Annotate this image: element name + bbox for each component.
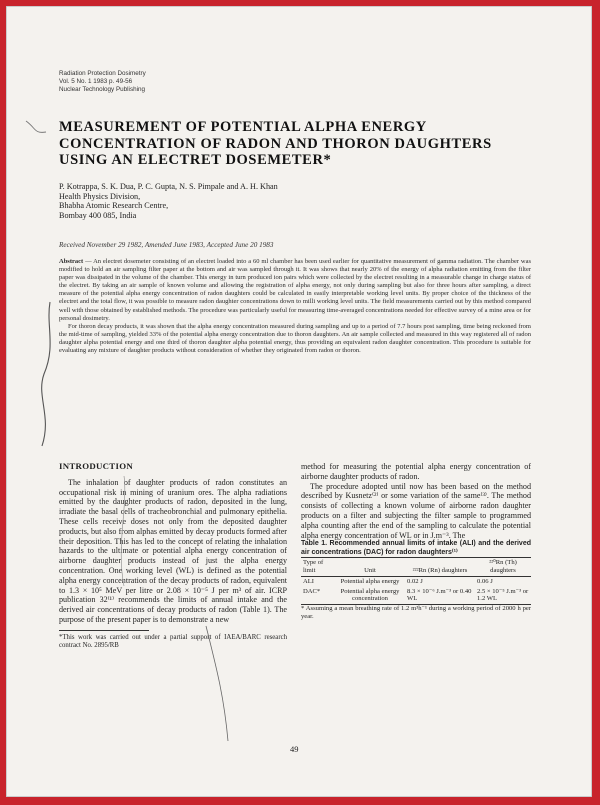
- scanned-page: [6, 6, 592, 797]
- body-paragraph: The inhalation of daughter products of radon constitutes an occupational risk in mining of uranium ores. The alpha radiations emitted by the daughter products of radon, deposited in the lung, irradiate the basal cells of tracheobronchial and pulmonary epithelia. These cells receive doses not only from the deposited daughter products, but also from alphas emitted by decay products formed after their deposition. This has led to the concept of relating the inhalation hazards to the ultimate or potential alpha energy concentration of airborne daughter products instead of just the alpha energy concentration. One working level (WL) is defined as the potential alpha energy concentration of the decay products of radon, equivalent to 1.3 × 10⁵ MeV per litre or 2.08 × 10⁻⁵ J per m³ of air. ICRP publication 32⁽¹⁾ recommends the limits of annual intake and the derived air concentrations of decay products of radon (Table 1). The purpose of the present paper is to demonstrate a new: [59, 477, 287, 624]
- abstract-paragraph: [59, 258, 531, 323]
- paper-title: MEASUREMENT OF POTENTIAL ALPHA ENERGY CONCENTRATION OF RADON AND THORON DAUGHTERS USING AN ELECTRET DOSEMETER*: [59, 119, 492, 168]
- section-heading: INTRODUCTION: [59, 461, 133, 471]
- page-number: 49: [290, 744, 299, 754]
- tear-line: [26, 121, 46, 132]
- table-header-cell: Unit: [335, 558, 405, 577]
- body-paragraph: method for measuring the potential alpha energy concentration of airborne daughter products of radon.: [301, 462, 531, 481]
- right-column: [301, 462, 531, 621]
- received-dates: Received November 29 1982, Amended June 1983, Accepted June 20 1983: [59, 241, 274, 249]
- table-cell: Potential alpha energy: [340, 577, 400, 585]
- table-cell: 0.02 J: [407, 577, 423, 585]
- limits-table: [301, 557, 531, 605]
- affiliation-line: Bombay 400 085, India: [59, 210, 137, 220]
- footnote: *This work was carried out under a partial support of IAEA/BARC research contract No. 2895/RB: [59, 633, 287, 649]
- table-footnote: * Assuming a mean breathing rate of 1.2 m³h⁻¹ during a working period of 2000 h per year.: [301, 605, 531, 621]
- table-cell: Potential alpha energy concentration: [335, 587, 405, 605]
- abstract-paragraph: For thoron decay products, it was shown that the alpha energy concentration measured during sampling and up to a period of 7.7 hours post sampling, time being reckoned from the mid-time of sampling, yielded 33% of the potential alpha energy concentration due to thoron daughters. An air sample collected and measured in this way registered all of radon daughter alpha potential energy and one third of thoron daughter alpha potential energy, thus providing an equivalent radon daughter concentration. This procedure is suitable for evaluating any mixture of daughter products without consideration of whether they originated from radon or thoron.: [59, 322, 531, 355]
- table-header-cell: ²²⁰Rn (Th) daughters: [475, 558, 531, 577]
- journal-name: Radiation Protection Dosimetry: [59, 70, 146, 77]
- table-caption: Table 1. Recommended annual limits of intake (ALI) and the derived air concentrations (DAC) for radon daughters⁽¹⁾: [301, 540, 531, 556]
- affiliation-line: Health Physics Division,: [59, 191, 141, 201]
- affiliation-line: Bhabha Atomic Research Centre,: [59, 201, 169, 211]
- tear-line: [42, 302, 50, 446]
- table-cell: ALI: [303, 577, 314, 585]
- journal-volume: Vol. 5 No. 1 1983 p. 49-56: [59, 78, 133, 85]
- body-paragraph: The procedure adopted until now has been based on the method described by Kusnetz⁽²⁾ or some variation of the same⁽³⁾. The method consists of collecting a known volume of airborne radon daughter products on a filter and subjecting the filter sample to programmed alpha counting after the end of the sampling to calculate the potential alpha energy concentration of WL or in J.m⁻³. The: [301, 481, 531, 540]
- table-cell: 8.3 × 10⁻⁶ J.m⁻³ or 0.40 WL: [405, 587, 475, 605]
- footnote-rule: [59, 630, 149, 631]
- author-names: P. Kotrappa, S. K. Dua, P. C. Gupta, N. S. Pimpale and A. H. Khan: [59, 182, 278, 191]
- table-cell: 0.06 J: [477, 577, 493, 585]
- left-column: [59, 462, 287, 650]
- journal-publisher: Nuclear Technology Publishing: [59, 86, 145, 93]
- table-row: [301, 587, 531, 605]
- journal-info: [59, 70, 146, 94]
- table-header-row: [301, 558, 531, 577]
- abstract: [59, 258, 531, 355]
- abstract-label: Abstract: [59, 258, 84, 265]
- table-cell: 2.5 × 10⁻⁵ J.m⁻³ or 1.2 WL: [475, 587, 531, 605]
- abstract-text: — An electret dosemeter consisting of an electret loaded into a 60 ml chamber has been used earlier for quantitative measurement of gamma radiation. The chamber was modified to hold an air sampling filter paper at the bottom and air was sampled through it. It was shows that nearly 20% of the energy of alpha radiation emitting from the filter paper was dissipated in the volume of the chamber. This energy in turn produced ion pairs which were collected by the electret resulting in a measurable change in charge status of the electret. By taking an air sample of known volume and allowing the registration of alpha energy, not only during sampling but also for three hours after sampling, a direct measure of the potential alpha energy concentration of radon daughters could be calculated in easily interpretable working level units. By proper choice of the thickness of the electret and the total flow, it was possible to measure radon daughter concentrations down to milli working level units. The field measurements carried out by this method compared well with those obtained by established methods. The procedure was particularly useful for measuring time-averaged concentrations needed for effective survey of a mine area or for personal dosimetry.: [59, 258, 531, 322]
- table-cell: DAC*: [301, 587, 335, 605]
- table-header-cell: Type of limit: [301, 558, 335, 577]
- author-block: [59, 182, 529, 220]
- table-row: [301, 576, 531, 586]
- table-header-cell: ²²²Rn (Rn) daughters: [405, 558, 475, 577]
